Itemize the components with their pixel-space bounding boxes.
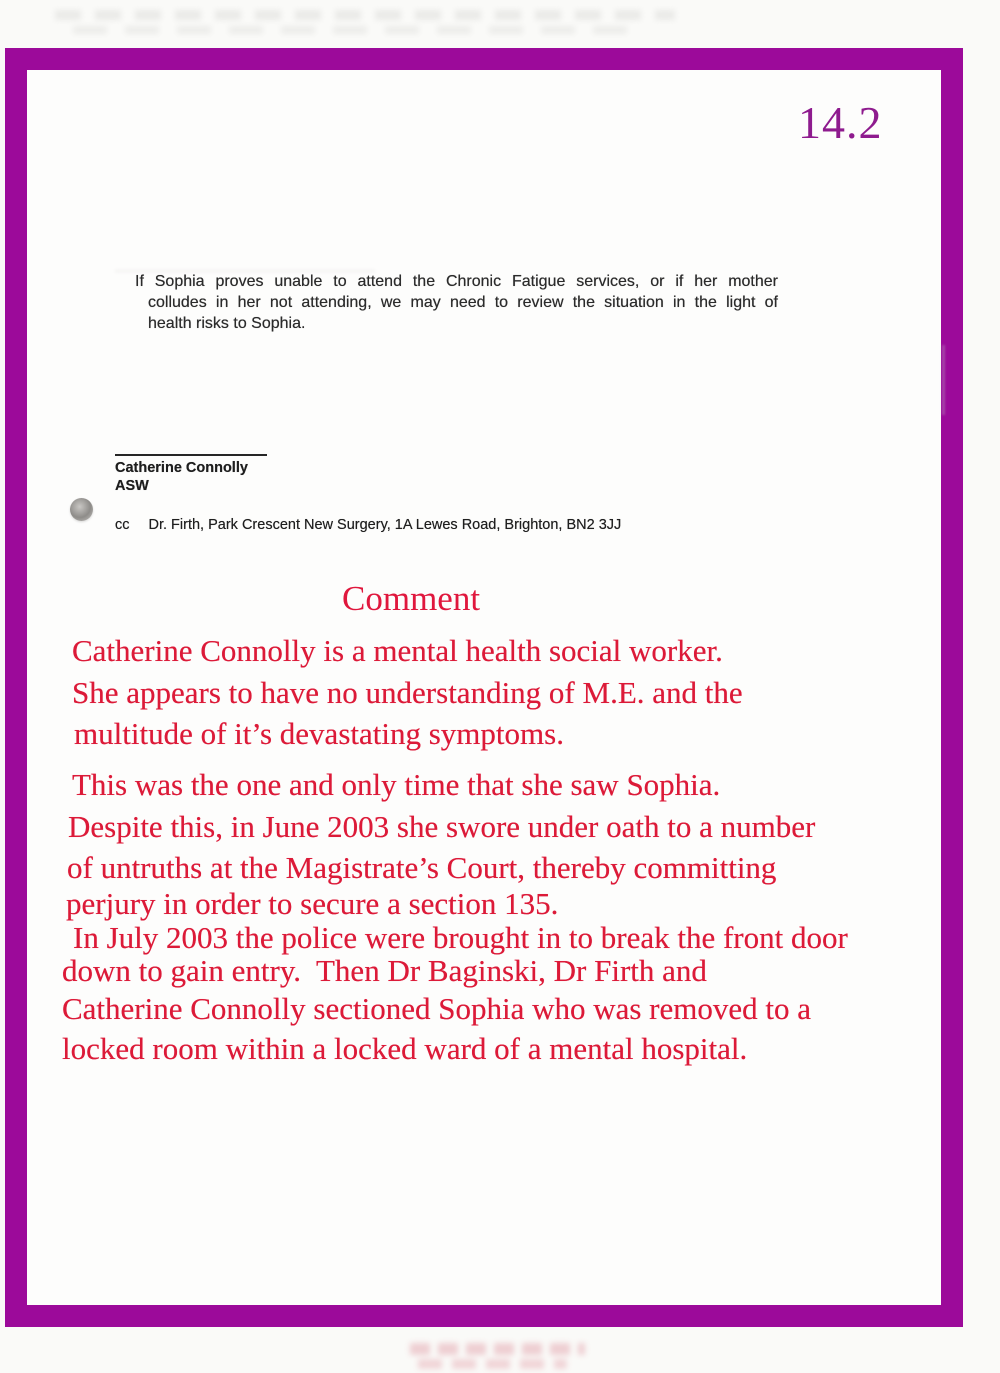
letter-line: colludes in her not attending, we may need to review the situation in the light of	[148, 294, 778, 311]
ghost-text-top	[55, 10, 675, 36]
signatory-name: Catherine Connolly	[115, 460, 248, 476]
signature-rule	[115, 454, 267, 456]
comment-heading: Comment	[342, 579, 481, 618]
comment-line: of untruths at the Magistrate’s Court, thereby committing	[67, 850, 777, 885]
ghost-text-bottom	[410, 1343, 585, 1373]
scan-artifact	[942, 345, 945, 415]
comment-line: This was the one and only time that she saw Sophia.	[72, 767, 721, 802]
cc-line	[115, 516, 621, 534]
comment-line: Despite this, in June 2003 she swore under oath to a number	[68, 809, 816, 844]
hole-punch-mark	[70, 498, 93, 521]
comment-line: In July 2003 the police were brought in to break the front door	[73, 920, 848, 955]
comment-line: She appears to have no understanding of M.E. and the	[72, 675, 743, 710]
comment-line: locked room within a locked ward of a mental hospital.	[62, 1031, 748, 1066]
letter-line: health risks to Sophia.	[148, 315, 306, 332]
cc-label: cc	[115, 517, 130, 533]
comment-line: perjury in order to secure a section 135.	[66, 886, 559, 921]
comment-line: down to gain entry. Then Dr Baginski, Dr Firth and	[62, 953, 707, 988]
comment-line: multitude of it’s devastating symptoms.	[74, 716, 564, 751]
comment-line: Catherine Connolly sectioned Sophia who was removed to a	[62, 991, 812, 1026]
comment-line: Catherine Connolly is a mental health social worker.	[72, 633, 723, 668]
letter-line: If Sophia proves unable to attend the Chronic Fatigue services, or if her mother	[135, 273, 778, 290]
page-number: 14.2	[798, 97, 883, 148]
signatory-title: ASW	[115, 478, 149, 494]
letter-paragraph	[135, 271, 778, 334]
cc-recipient: Dr. Firth, Park Crescent New Surgery, 1A Lewes Road, Brighton, BN2 3JJ	[148, 517, 622, 533]
